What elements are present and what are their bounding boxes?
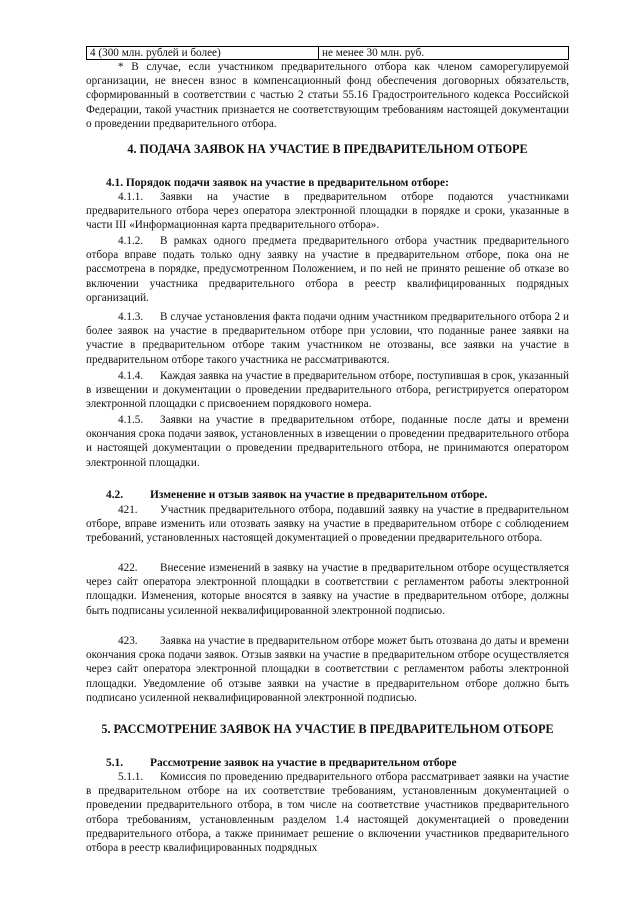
paragraph-text: Заявки на участие в предварительном отборе, поданные после даты и времени окончания срока подачи заявок, установленных в извещении о проведении предварительного отбора и настоящей документации о проведении предварительного отбора, не принимаются оператором электронной площадки. [86, 414, 569, 469]
paragraph-text: Внесение изменений в заявку на участие в предварительном отборе осуществляется через сайт оператора электронной площадки в соответствии с регламентом работы электронной площадки. Изменения, которые вносятся в заявку на участие в предварительном отборе, должны быть подписаны усиленной неквалифицированной электронной подписью. [86, 562, 569, 617]
paragraph-4-1-4 [86, 369, 569, 412]
paragraph-text: Участник предварительного отбора, подавший заявку на участие в предварительном отборе, вправе изменить или отозвать заявку на участие в предварительном отборе с соблюдением требований, установленных настоящей документацией о проведении предварительного отбора. [86, 504, 569, 545]
paragraph-number: 421. [118, 504, 138, 516]
paragraph-number: 4.1.3. [118, 311, 144, 323]
paragraph-text: В рамках одного предмета предварительного отбора участник предварительного отбора вправе подать только одну заявку на участие в предварительном отборе, пока она не рассмотрена в порядке, предусмотренном Положением, и по ней не принято решение об отказе во включении участника предварительного отбора в реестр квалифицированных подрядных организаций. [86, 235, 569, 304]
subsection-heading: Рассмотрение заявок на участие в предварительном отборе [150, 757, 457, 769]
section-5-title: 5. РАССМОТРЕНИЕ ЗАЯВОК НА УЧАСТИЕ В ПРЕДВАРИТЕЛЬНОМ ОТБОРЕ [101, 722, 554, 736]
subsection-5-1-title [86, 756, 569, 770]
paragraph-text: Каждая заявка на участие в предварительном отборе, поступившая в срок, указанный в извещении и документации о проведении предварительного отбора, регистрируется оператором электронной площадки с присвоением порядкового номера. [86, 370, 569, 411]
paragraph-4-2-3 [86, 634, 569, 705]
subsection-4-1-heading: 4.1. Порядок подачи заявок на участие в предварительном отборе: [106, 177, 449, 189]
paragraph-number: 422. [118, 562, 138, 574]
table-cell-category: 4 (300 млн. рублей и более) [87, 47, 319, 60]
paragraph-4-1-3 [86, 310, 569, 367]
paragraph-text: В случае установления факта подачи одним участником предварительного отбора 2 и более заявок на участие в предварительном отборе при условии, что поданные ранее заявки на участие в предварительном отборе таким участником не отозваны, все заявки на участие в предварительном отборе такого участника не рассматриваются. [86, 311, 569, 366]
paragraph-4-2-2 [86, 561, 569, 618]
paragraph-number: 4.1.5. [118, 414, 144, 426]
paragraph-4-2-1 [86, 503, 569, 546]
paragraph-4-1-2 [86, 234, 569, 305]
subsection-number: 5.1. [106, 757, 124, 769]
paragraph-4-1-1 [86, 190, 569, 233]
paragraph-number: 5.1.1. [118, 771, 144, 783]
paragraph-number: 423. [118, 635, 138, 647]
subsection-4-2-title [86, 488, 569, 502]
paragraph-text: Заявки на участие в предварительном отборе подаются участниками предварительного отбора через оператора электронной площадки в порядке и сроки, указанные в части III «Информационная карта предварительного отбора». [86, 191, 569, 232]
paragraph-5-1-1 [86, 770, 569, 855]
subsection-number: 4.2. [106, 489, 124, 501]
paragraph-number: 4.1.4. [118, 370, 144, 382]
table-cell-requirement: не менее 30 млн. руб. [319, 47, 569, 60]
subsection-4-1-title [86, 176, 569, 190]
contract-value-table [86, 46, 569, 60]
paragraph-text: Комиссия по проведению предварительного отбора рассматривает заявки на участие в предварительном отборе на их соответствие требованиям, установленным документацией о проведении предварительного отбора, в том числе на соответствие участников предварительного отбора требованиям, установленным разделом 1.4 настоящей документацией о проведении предварительного отбора, а также принимает решение о включении участников предварительного отбора в реестр квалифицированных подрядных [86, 771, 569, 855]
section-4-title: 4. ПОДАЧА ЗАЯВОК НА УЧАСТИЕ В ПРЕДВАРИТЕЛЬНОМ ОТБОРЕ [127, 142, 528, 156]
paragraph-4-1-5 [86, 413, 569, 470]
subsection-heading: Изменение и отзыв заявок на участие в предварительном отборе. [150, 489, 488, 501]
footnote: * В случае, если участником предварительного отбора как членом саморегулируемой организации, не внесен взнос в компенсационный фонд обеспечения договорных обязательств, сформированный в соответствии с частью 2 статьи 55.16 Градостроительного кодекса Российской Федерации, такой участник признается не соответствующим требованиям настоящей документации о проведении предварительного отбора. [86, 61, 569, 130]
paragraph-number: 4.1.1. [118, 191, 144, 203]
paragraph-text: Заявка на участие в предварительном отборе может быть отозвана до даты и времени окончания срока подачи заявок. Отзыв заявки на участие в предварительном отборе осуществляется через сайт оператора электронной площадки в соответствии с регламентом работы электронной площадки. Уведомление об отзыве заявки на участие в предварительном отборе должно быть подписано усиленной неквалифицированной электронной подписью. [86, 635, 569, 704]
paragraph-number: 4.1.2. [118, 235, 144, 247]
table-row [87, 47, 569, 60]
